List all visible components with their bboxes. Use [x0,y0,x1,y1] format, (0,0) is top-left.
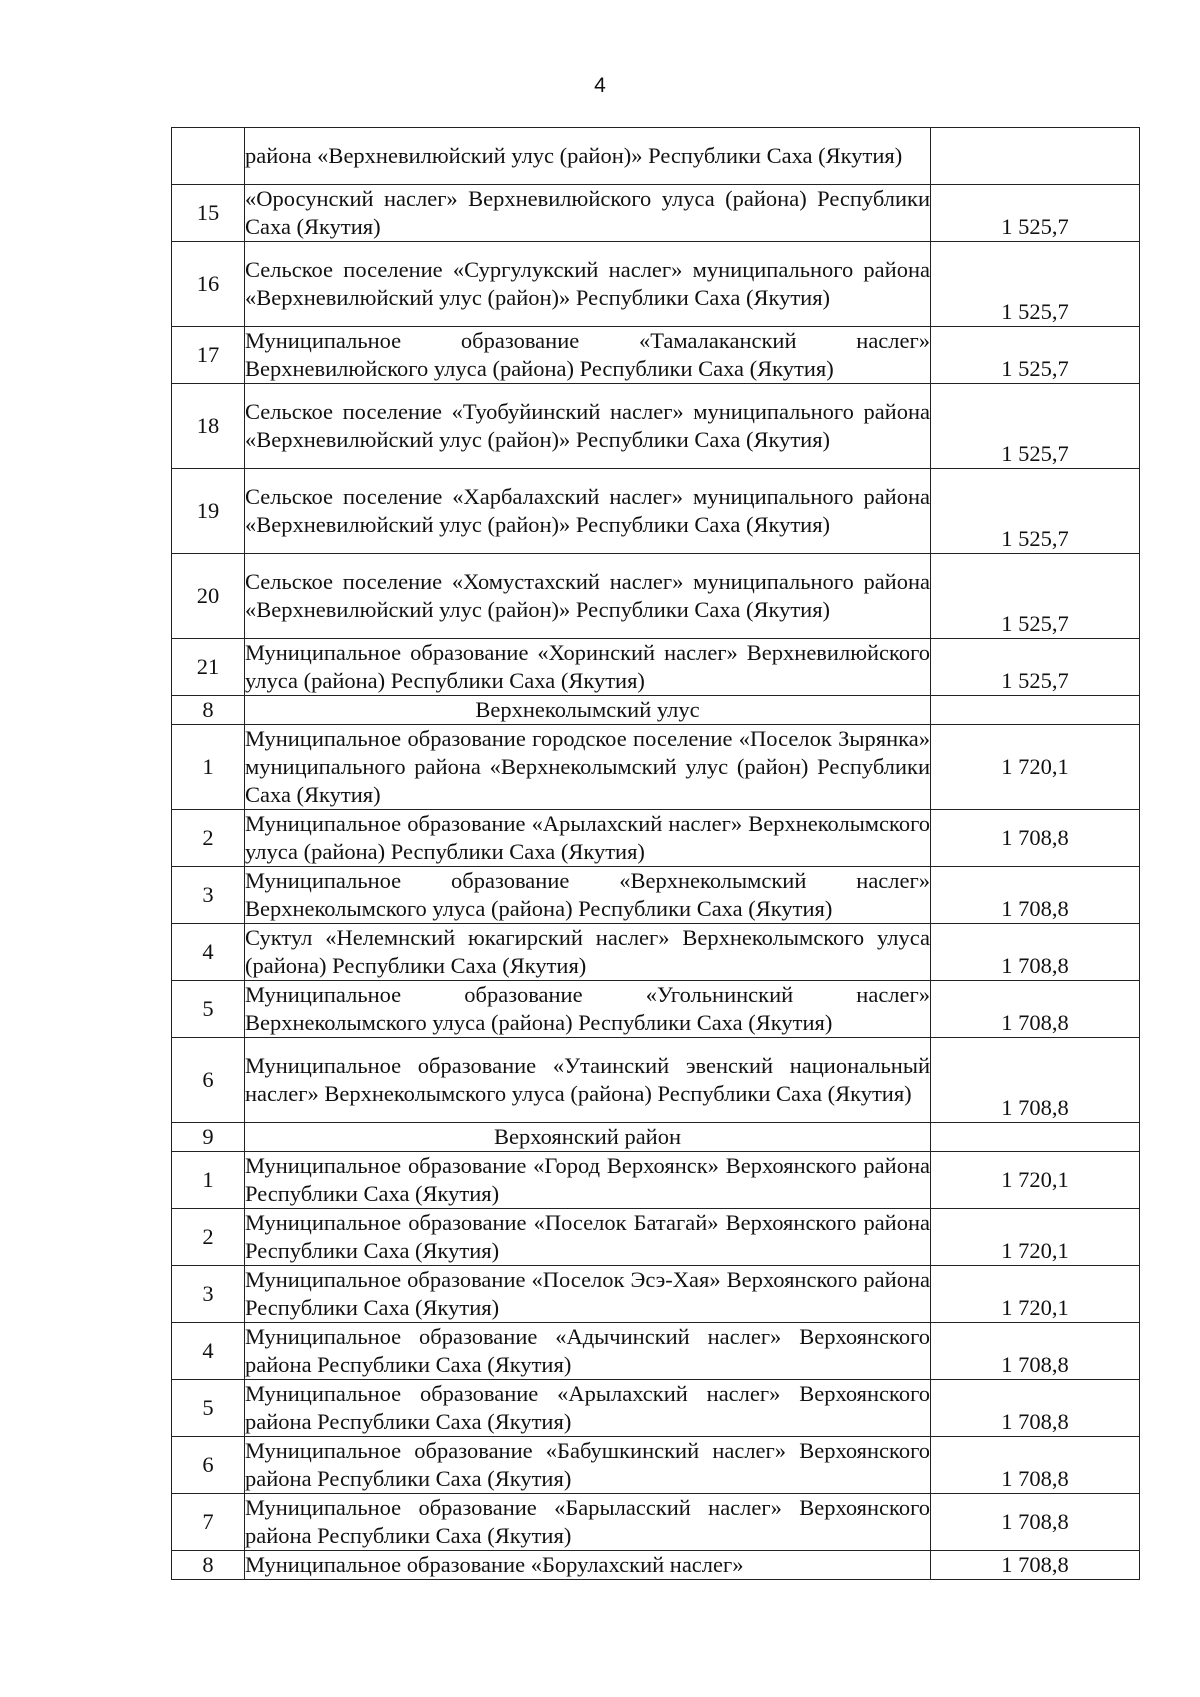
table-row [172,242,1140,327]
table-row [172,639,1140,696]
entity-name-cell: Муниципальное образование «Тамалаканский наслег» Верхневилюйского улуса (района) Республики Саха (Якутия) [245,327,931,384]
table-row [172,1038,1140,1123]
amount-cell: 1 720,1 [931,725,1140,810]
row-number-cell: 19 [172,469,245,554]
row-number-cell: 17 [172,327,245,384]
row-number-cell: 8 [172,1551,245,1580]
entity-name-cell: Муниципальное образование «Бабушкинский наслег» Верхоянского района Республики Саха (Якутия) [245,1437,931,1494]
amount-cell: 1 525,7 [931,554,1140,639]
row-number-cell: 5 [172,981,245,1038]
table-row [172,1494,1140,1551]
row-number-cell: 4 [172,924,245,981]
row-number-cell: 6 [172,1038,245,1123]
entity-name-cell: Муниципальное образование «Арылахский наслег» Верхнеколымского улуса (района) Республики Саха (Якутия) [245,810,931,867]
amount-cell: 1 708,8 [931,867,1140,924]
table-row [172,810,1140,867]
entity-name-cell: Муниципальное образование городское поселение «Поселок Зырянка» муниципального района «Верхнеколымский улус (район) Республики Саха (Якутия) [245,725,931,810]
amount-cell [931,128,1140,185]
table-row [172,554,1140,639]
amount-cell: 1 708,8 [931,1437,1140,1494]
row-number-cell: 2 [172,810,245,867]
table-row [172,384,1140,469]
amount-cell: 1 525,7 [931,384,1140,469]
entity-name-cell: «Оросунский наслег» Верхневилюйского улуса (района) Республики Саха (Якутия) [245,185,931,242]
table-row [172,981,1140,1038]
amount-cell: 1 525,7 [931,185,1140,242]
row-number-cell [172,128,245,185]
amount-cell: 1 708,8 [931,1038,1140,1123]
amount-cell [931,696,1140,725]
amount-cell [931,1123,1140,1152]
row-number-cell: 7 [172,1494,245,1551]
amount-cell: 1 720,1 [931,1266,1140,1323]
group-title-cell: Верхоянский район [245,1123,931,1152]
amount-cell: 1 708,8 [931,1380,1140,1437]
table-row [172,867,1140,924]
table-row [172,469,1140,554]
page-number: 4 [594,74,606,97]
table-row [172,1323,1140,1380]
row-number-cell: 16 [172,242,245,327]
group-header-row [172,696,1140,725]
amount-cell: 1 708,8 [931,810,1140,867]
entity-name-cell: района «Верхневилюйский улус (район)» Республики Саха (Якутия) [245,128,931,185]
entity-name-cell: Суктул «Нелемнский юкагирский наслег» Верхнеколымского улуса (района) Республики Саха (Якутия) [245,924,931,981]
allocation-table [171,127,1140,1580]
entity-name-cell: Муниципальное образование «Угольнинский наслег» Верхнеколымского улуса (района) Республики Саха (Якутия) [245,981,931,1038]
amount-cell: 1 708,8 [931,1551,1140,1580]
table-row [172,128,1140,185]
row-number-cell: 3 [172,1266,245,1323]
row-number-cell: 6 [172,1437,245,1494]
table-row [172,327,1140,384]
row-number-cell: 21 [172,639,245,696]
table-body [172,128,1140,1580]
table-row [172,1437,1140,1494]
row-number-cell: 1 [172,1152,245,1209]
table-row [172,1209,1140,1266]
entity-name-cell: Сельское поселение «Харбалахский наслег» муниципального района «Верхневилюйский улус (район)» Республики Саха (Якутия) [245,469,931,554]
row-number-cell: 2 [172,1209,245,1266]
amount-cell: 1 708,8 [931,924,1140,981]
group-title-cell: Верхнеколымский улус [245,696,931,725]
entity-name-cell: Муниципальное образование «Борулахский наслег» [245,1551,931,1580]
table-row [172,185,1140,242]
amount-cell: 1 525,7 [931,242,1140,327]
entity-name-cell: Сельское поселение «Туобуйинский наслег» муниципального района «Верхневилюйский улус (район)» Республики Саха (Якутия) [245,384,931,469]
amount-cell: 1 708,8 [931,1323,1140,1380]
table-row [172,1551,1140,1580]
entity-name-cell: Муниципальное образование «Утаинский эвенский национальный наслег» Верхнеколымского улуса (района) Республики Саха (Якутия) [245,1038,931,1123]
entity-name-cell: Муниципальное образование «Арылахский наслег» Верхоянского района Республики Саха (Якутия) [245,1380,931,1437]
table-row [172,1266,1140,1323]
entity-name-cell: Муниципальное образование «Поселок Эсэ-Хая» Верхоянского района Республики Саха (Якутия) [245,1266,931,1323]
row-number-cell: 3 [172,867,245,924]
entity-name-cell: Сельское поселение «Хомустахский наслег» муниципального района «Верхневилюйский улус (район)» Республики Саха (Якутия) [245,554,931,639]
table-row [172,1152,1140,1209]
row-number-cell: 4 [172,1323,245,1380]
entity-name-cell: Муниципальное образование «Верхнеколымский наслег» Верхнеколымского улуса (района) Республики Саха (Якутия) [245,867,931,924]
row-number-cell: 9 [172,1123,245,1152]
row-number-cell: 1 [172,725,245,810]
amount-cell: 1 525,7 [931,327,1140,384]
amount-cell: 1 525,7 [931,469,1140,554]
row-number-cell: 18 [172,384,245,469]
amount-cell: 1 708,8 [931,981,1140,1038]
entity-name-cell: Муниципальное образование «Поселок Батагай» Верхоянского района Республики Саха (Якутия) [245,1209,931,1266]
amount-cell: 1 708,8 [931,1494,1140,1551]
amount-cell: 1 720,1 [931,1209,1140,1266]
row-number-cell: 20 [172,554,245,639]
table-row [172,924,1140,981]
entity-name-cell: Муниципальное образование «Город Верхоянск» Верхоянского района Республики Саха (Якутия) [245,1152,931,1209]
row-number-cell: 5 [172,1380,245,1437]
entity-name-cell: Муниципальное образование «Хоринский наслег» Верхневилюйского улуса (района) Республики Саха (Якутия) [245,639,931,696]
group-header-row [172,1123,1140,1152]
entity-name-cell: Сельское поселение «Сургулукский наслег» муниципального района «Верхневилюйский улус (район)» Республики Саха (Якутия) [245,242,931,327]
table-row [172,1380,1140,1437]
entity-name-cell: Муниципальное образование «Барыласский наслег» Верхоянского района Республики Саха (Якутия) [245,1494,931,1551]
table-row [172,725,1140,810]
row-number-cell: 8 [172,696,245,725]
amount-cell: 1 720,1 [931,1152,1140,1209]
amount-cell: 1 525,7 [931,639,1140,696]
row-number-cell: 15 [172,185,245,242]
entity-name-cell: Муниципальное образование «Адычинский наслег» Верхоянского района Республики Саха (Якутия) [245,1323,931,1380]
